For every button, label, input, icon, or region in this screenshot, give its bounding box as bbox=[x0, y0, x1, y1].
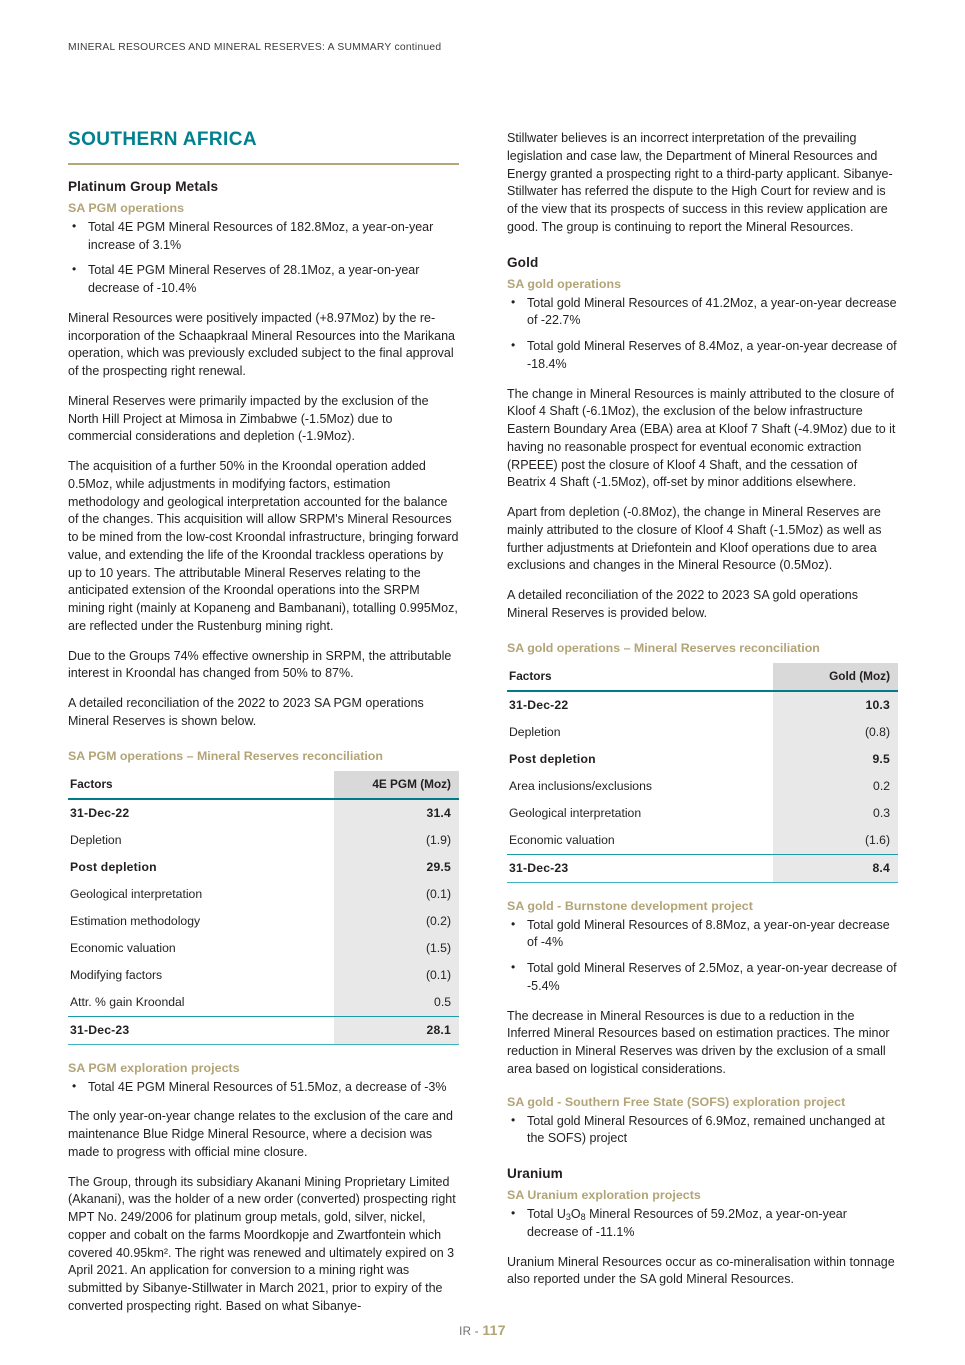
row-label: Geological interpretation bbox=[70, 887, 203, 902]
table-row bbox=[68, 989, 459, 1017]
table-row bbox=[68, 908, 459, 935]
subheading-burnstone-project: SA gold - Burnstone development project bbox=[507, 898, 753, 913]
heading-uranium: Uranium bbox=[507, 1166, 563, 1181]
running-header: MINERAL RESOURCES AND MINERAL RESERVES: A SUMMARY continued bbox=[68, 42, 442, 53]
row-value: 0.3 bbox=[773, 800, 898, 827]
row-label: Depletion bbox=[70, 833, 122, 848]
uranium-subscript-8: 8 bbox=[580, 1211, 586, 1222]
column-header-factors: Factors bbox=[68, 771, 334, 799]
list-sa-pgm-exploration bbox=[68, 1079, 459, 1097]
left-column bbox=[68, 130, 459, 1328]
row-label: Economic valuation bbox=[509, 833, 615, 847]
footer-prefix: IR - bbox=[459, 1326, 483, 1338]
paragraph-mineral-resources-impact: Mineral Resources were positively impacted (+8.97Moz) by the re-incorporation of the Schaapkraal Mineral Resources into the Marikana operation, which was previously excluded subject to the final approval of the prospecting right renewal. bbox=[68, 310, 456, 379]
list-item: • Total 4E PGM Mineral Resources of 182.8Moz, a year-on-year increase of 3.1% bbox=[68, 219, 459, 255]
row-label: 31-Dec-22 bbox=[70, 806, 130, 821]
subheading-sa-uranium-exploration-projects: SA Uranium exploration projects bbox=[507, 1188, 701, 1202]
page-title: SOUTHERN AFRICA bbox=[68, 129, 257, 150]
paragraph-kroondal-acquisition: The acquisition of a further 50% in the Kroondal operation added 0.5Moz, while adjustments in modifying factors, estimation methodology and geological interpretation accounted for the balance of the changes. This acquisition will allow SRPM's Mineral Resources to be mined from the low-cost Kroondal infrastructure, bringing forward value, and extending the life of the Kroondal trackless operations by up to 10 years. The attributable Mineral Reserves relating to the anticipated extension of the Kroondal operations into the SRPM mining right (mainly at Kopaneng and Bambanani), totalling 0.995Moz, are reflected under the Rustenburg mining right. bbox=[68, 459, 459, 633]
footer-page-number: 117 bbox=[482, 1322, 506, 1338]
two-column-layout bbox=[68, 130, 898, 1328]
row-label: Depletion bbox=[509, 725, 561, 739]
paragraph-gold-reserves-change: Apart from depletion (-0.8Moz), the change in Mineral Reserves are mainly attributed to the closure of Kloof 4 Shaft (-1.5Moz) as well as further adjustments at Driefontein and Kloof operations due to area exclusions and changes in the Mineral Resource (0.5Moz). bbox=[507, 505, 882, 573]
list-item: • Total gold Mineral Resources of 6.9Moz, remained unchanged at the SOFS) project bbox=[507, 1113, 898, 1149]
title-divider bbox=[68, 163, 459, 165]
table-row bbox=[68, 935, 459, 962]
table-row bbox=[507, 773, 898, 800]
row-value: (0.1) bbox=[334, 881, 459, 908]
table-row bbox=[68, 799, 459, 827]
row-value: 29.5 bbox=[334, 854, 459, 881]
row-value: (0.8) bbox=[773, 719, 898, 746]
list-item: • Total 4E PGM Mineral Resources of 51.5Moz, a decrease of -3% bbox=[68, 1079, 459, 1097]
uranium-text-post: Mineral Resources of 59.2Moz, a year-on-year decrease of -11.1% bbox=[527, 1207, 847, 1239]
paragraph-gold-resources-change: The change in Mineral Resources is mainly attributed to the closure of Kloof 4 Shaft (-6.1Moz), the exclusion of the below infrastructure Eastern Boundary Area (EBA) area at Kloof 7 Shaft (-4.9Moz) due to it having no reasonable prospect for eventual economic extraction (RPEEE) post the closure of Kloof 4 Shaft, and the cessation of Beatrix 4 Shaft (-1.5Moz), off-set by minor additions elsewhere. bbox=[507, 386, 896, 490]
table-row bbox=[507, 719, 898, 746]
list-item: • Total gold Mineral Reserves of 2.5Moz, a year-on-year decrease of -5.4% bbox=[507, 960, 898, 996]
paragraph-uranium-co-mineralisation: Uranium Mineral Resources occur as co-mineralisation within tonnage also reported under the SA gold Mineral Resources. bbox=[507, 1254, 895, 1287]
table-row bbox=[68, 827, 459, 854]
paragraph-burnstone-decrease: The decrease in Mineral Resources is due to a reduction in the Inferred Mineral Resources based on estimation practices. The minor reduction in Mineral Reserves was driven by the exclusion of a small area based on logistical considerations. bbox=[507, 1008, 890, 1076]
heading-gold: Gold bbox=[507, 254, 539, 270]
table-row bbox=[507, 691, 898, 719]
column-header-value: 4E PGM (Moz) bbox=[334, 771, 459, 799]
paragraph-mineral-reserves-impact: Mineral Reserves were primarily impacted by the exclusion of the North Hill Project at Mimosa in Zimbabwe (-1.5Moz) due to commercial considerations and depletion (-1.9Moz). bbox=[68, 393, 429, 444]
subheading-sa-pgm-exploration-projects: SA PGM exploration projects bbox=[68, 1060, 240, 1075]
paragraph-akanani: The Group, through its subsidiary Akanani Mining Proprietary Limited (Akanani), was the holder of a new order (converted) prospecting right MPT No. 249/2006 for platinum group metals, gold, silver, nickel, copper and cobalt on the farms Moordkopje and Zwartfontein which covered 40.95km². The right was renewed and ultimately expired on 3 April 2021. An application for conversion to a mining right was submitted by Sibanye-Stillwater in March 2021, prior to expiry of the converted prospecting right. Based on what Sibanye- bbox=[68, 1174, 456, 1313]
subheading-sa-pgm-operations: SA PGM operations bbox=[68, 200, 185, 215]
total-label: 31-Dec-23 bbox=[507, 854, 773, 882]
right-column bbox=[507, 130, 898, 1328]
uranium-text-pre: Total U bbox=[527, 1207, 566, 1221]
table-header-row bbox=[507, 663, 898, 691]
row-label: Estimation methodology bbox=[70, 914, 201, 929]
list-sa-gold-operations bbox=[507, 295, 898, 374]
column-header-factors: Factors bbox=[507, 663, 773, 691]
row-label: Economic valuation bbox=[70, 941, 176, 956]
caption-gold-reconciliation-table: SA gold operations – Mineral Reserves reconciliation bbox=[507, 640, 820, 655]
table-row bbox=[507, 746, 898, 773]
row-value: 10.3 bbox=[773, 691, 898, 719]
uranium-subscript-3: 3 bbox=[565, 1211, 571, 1222]
row-value: 0.2 bbox=[773, 773, 898, 800]
heading-platinum-group-metals: Platinum Group Metals bbox=[68, 178, 219, 194]
row-label: Area inclusions/exclusions bbox=[509, 779, 652, 793]
table-row bbox=[507, 827, 898, 855]
total-value: 28.1 bbox=[334, 1016, 459, 1044]
subheading-sofs-project: SA gold - Southern Free State (SOFS) exploration project bbox=[507, 1094, 846, 1109]
row-label: Attr. % gain Kroondal bbox=[70, 995, 185, 1010]
row-value: 9.5 bbox=[773, 746, 898, 773]
row-value: (1.5) bbox=[334, 935, 459, 962]
row-label: Geological interpretation bbox=[509, 806, 642, 820]
row-value: 0.5 bbox=[334, 989, 459, 1017]
list-item: • Total gold Mineral Reserves of 8.4Moz, a year-on-year decrease of -18.4% bbox=[507, 338, 898, 374]
caption-pgm-reconciliation-table: SA PGM operations – Mineral Reserves reconciliation bbox=[68, 748, 383, 763]
table-pgm-reserves-reconciliation bbox=[68, 771, 459, 1045]
table-row bbox=[68, 962, 459, 989]
row-label: Post depletion bbox=[509, 752, 596, 766]
total-value: 8.4 bbox=[773, 854, 898, 882]
subheading-sa-gold-operations: SA gold operations bbox=[507, 276, 622, 291]
paragraph-gold-reconciliation-intro: A detailed reconciliation of the 2022 to 2023 SA gold operations Mineral Reserves is provided below. bbox=[507, 588, 858, 620]
table-header-row bbox=[68, 771, 459, 799]
list-item bbox=[507, 1206, 898, 1242]
table-total-row bbox=[68, 1016, 459, 1044]
total-label: 31-Dec-23 bbox=[68, 1016, 334, 1044]
column-header-value: Gold (Moz) bbox=[773, 663, 898, 691]
uranium-text-mid: O bbox=[570, 1207, 581, 1221]
paragraph-exploration-change: The only year-on-year change relates to the exclusion of the care and maintenance Blue Ridge Mineral Resource, where a decision was made to progress with official mine closure. bbox=[68, 1109, 453, 1159]
row-value: (0.1) bbox=[334, 962, 459, 989]
row-label: 31-Dec-22 bbox=[509, 698, 569, 712]
page-footer bbox=[0, 1322, 965, 1338]
row-label: Modifying factors bbox=[70, 968, 163, 983]
row-value: (1.9) bbox=[334, 827, 459, 854]
list-item: • Total 4E PGM Mineral Reserves of 28.1Moz, a year-on-year decrease of -10.4% bbox=[68, 262, 459, 298]
list-item: • Total gold Mineral Resources of 8.8Moz, a year-on-year decrease of -4% bbox=[507, 917, 898, 953]
row-label: Post depletion bbox=[70, 860, 157, 875]
row-value: (0.2) bbox=[334, 908, 459, 935]
list-sa-pgm-operations bbox=[68, 219, 459, 298]
row-value: (1.6) bbox=[773, 827, 898, 855]
table-row bbox=[507, 800, 898, 827]
list-burnstone bbox=[507, 917, 898, 996]
paragraph-srpm-ownership: Due to the Groups 74% effective ownership in SRPM, the attributable interest in Kroondal has changed from 50% to 87%. bbox=[68, 648, 452, 681]
table-total-row bbox=[507, 854, 898, 882]
table-gold-reserves-reconciliation bbox=[507, 663, 898, 883]
list-item: • Total gold Mineral Resources of 41.2Moz, a year-on-year decrease of -22.7% bbox=[507, 295, 898, 331]
table-row bbox=[68, 881, 459, 908]
paragraph-pgm-reconciliation-intro: A detailed reconciliation of the 2022 to 2023 SA PGM operations Mineral Reserves is shown below. bbox=[68, 696, 424, 728]
table-row bbox=[68, 854, 459, 881]
list-sofs bbox=[507, 1113, 898, 1149]
list-uranium bbox=[507, 1206, 898, 1242]
paragraph-akanani-continuation: Stillwater believes is an incorrect interpretation of the prevailing legislation and case law, the Department of Mineral Resources and Energy granted a prospecting right to a third-party applicant. Sibanye-Stillwater has referred the dispute to the High Court for review and is of the view that its prospects of success in this review application are good. The group is continuing to report the Mineral Resources. bbox=[507, 131, 893, 234]
row-value: 31.4 bbox=[334, 799, 459, 827]
